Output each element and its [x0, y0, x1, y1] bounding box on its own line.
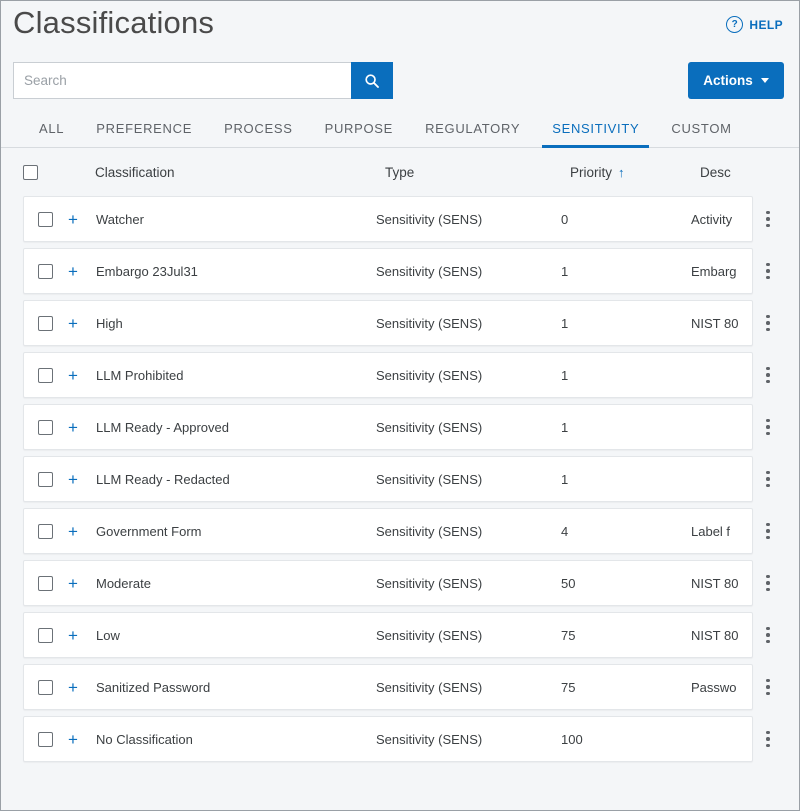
row-select-cell [24, 420, 68, 435]
row-classification: LLM Prohibited [96, 367, 184, 383]
row-priority: 75 [561, 679, 576, 695]
question-circle-icon: ? [726, 16, 743, 33]
row-menu-icon[interactable] [752, 197, 784, 241]
expand-row-icon[interactable]: + [68, 521, 78, 541]
tab-sensitivity[interactable]: SENSITIVITY [536, 109, 655, 147]
row-desc: Passwo [691, 679, 737, 695]
row-menu-icon[interactable] [752, 301, 784, 345]
row-desc: NIST 80 [691, 627, 739, 643]
row-classification: Moderate [96, 575, 151, 591]
expand-row-icon[interactable]: + [68, 573, 78, 593]
column-header-priority-label: Priority [570, 164, 613, 180]
expand-row-icon[interactable]: + [68, 625, 78, 645]
row-priority: 1 [561, 367, 569, 383]
table-row[interactable] [23, 300, 753, 346]
row-priority: 1 [561, 263, 569, 279]
row-type: Sensitivity (SENS) [376, 367, 483, 383]
row-classification: Sanitized Password [96, 679, 211, 695]
expand-row-icon[interactable]: + [68, 261, 78, 281]
row-type: Sensitivity (SENS) [376, 731, 483, 747]
tab-custom[interactable]: CUSTOM [671, 120, 732, 136]
column-header-classification[interactable]: Classification [95, 164, 175, 180]
select-all-cell [23, 165, 67, 180]
table-row[interactable] [23, 456, 753, 502]
row-priority: 50 [561, 575, 576, 591]
search-button[interactable] [351, 62, 393, 99]
row-type: Sensitivity (SENS) [376, 315, 483, 331]
row-menu-icon[interactable] [752, 353, 784, 397]
row-checkbox[interactable] [38, 576, 53, 591]
row-desc: Label f [691, 523, 731, 539]
row-select-cell [24, 212, 68, 227]
tab-purpose[interactable]: PURPOSE [324, 120, 394, 136]
table-row[interactable] [23, 716, 753, 762]
row-priority: 1 [561, 315, 569, 331]
row-menu-icon[interactable] [752, 665, 784, 709]
tab-regulatory[interactable]: REGULATORY [425, 120, 521, 136]
expand-row-icon[interactable]: + [68, 677, 78, 697]
row-classification: High [96, 315, 123, 331]
tab-preference[interactable]: PREFERENCE [96, 120, 193, 136]
actions-label: Actions [703, 73, 753, 88]
row-select-cell [24, 732, 68, 747]
table-row[interactable] [23, 560, 753, 606]
expand-row-icon[interactable]: + [68, 365, 78, 385]
table-row[interactable] [23, 352, 753, 398]
row-desc: Embarg [691, 263, 737, 279]
row-priority: 75 [561, 627, 576, 643]
table-row[interactable] [23, 196, 753, 242]
row-select-cell [24, 576, 68, 591]
column-header-desc[interactable]: Desc [700, 164, 731, 180]
column-header-type[interactable]: Type [385, 164, 415, 180]
row-classification: LLM Ready - Redacted [96, 471, 230, 487]
row-priority: 1 [561, 419, 569, 435]
row-priority: 1 [561, 471, 569, 487]
row-checkbox[interactable] [38, 420, 53, 435]
search-group [13, 62, 393, 99]
row-checkbox[interactable] [38, 264, 53, 279]
row-type: Sensitivity (SENS) [376, 627, 483, 643]
row-checkbox[interactable] [38, 368, 53, 383]
page-title: Classifications [13, 5, 215, 40]
row-type: Sensitivity (SENS) [376, 419, 483, 435]
row-checkbox[interactable] [38, 212, 53, 227]
table-row[interactable] [23, 508, 753, 554]
tab-process[interactable]: PROCESS [224, 120, 293, 136]
table-row[interactable] [23, 248, 753, 294]
row-checkbox[interactable] [38, 472, 53, 487]
row-classification: Government Form [96, 523, 202, 539]
row-checkbox[interactable] [38, 524, 53, 539]
row-priority: 4 [561, 523, 569, 539]
expand-row-icon[interactable]: + [68, 313, 78, 333]
help-label: HELP [749, 17, 783, 32]
row-select-cell [24, 680, 68, 695]
page-header [1, 1, 799, 57]
row-menu-icon[interactable] [752, 457, 784, 501]
row-select-cell [24, 628, 68, 643]
row-type: Sensitivity (SENS) [376, 575, 483, 591]
row-menu-icon[interactable] [752, 561, 784, 605]
toolbar [1, 57, 799, 109]
row-select-cell [24, 368, 68, 383]
row-checkbox[interactable] [38, 680, 53, 695]
sort-ascending-icon: ↑ [618, 164, 625, 180]
row-type: Sensitivity (SENS) [376, 679, 483, 695]
classifications-table [1, 148, 799, 770]
row-select-cell [24, 472, 68, 487]
table-header-row [1, 148, 799, 196]
table-row[interactable] [23, 612, 753, 658]
row-classification: LLM Ready - Approved [96, 419, 229, 435]
row-type: Sensitivity (SENS) [376, 523, 483, 539]
row-select-cell [24, 264, 68, 279]
table-body [1, 196, 799, 762]
expand-row-icon[interactable]: + [68, 209, 78, 229]
row-checkbox[interactable] [38, 316, 53, 331]
search-icon [364, 73, 380, 89]
row-checkbox[interactable] [38, 732, 53, 747]
column-header-priority[interactable] [570, 165, 700, 180]
row-menu-icon[interactable] [752, 509, 784, 553]
row-select-cell [24, 316, 68, 331]
row-classification: Embargo 23Jul31 [96, 263, 198, 279]
row-checkbox[interactable] [38, 628, 53, 643]
row-type: Sensitivity (SENS) [376, 471, 483, 487]
row-priority: 100 [561, 731, 583, 747]
row-classification: Low [96, 627, 120, 643]
row-classification: Watcher [96, 211, 144, 227]
help-link[interactable] [726, 16, 783, 33]
tab-all[interactable]: ALL [39, 120, 65, 136]
row-select-cell [24, 524, 68, 539]
table-row[interactable] [23, 664, 753, 710]
row-desc: NIST 80 [691, 315, 739, 331]
expand-row-icon[interactable]: + [68, 729, 78, 749]
row-desc: Activity [691, 211, 733, 227]
row-type: Sensitivity (SENS) [376, 263, 483, 279]
row-classification: No Classification [96, 731, 193, 747]
row-desc: NIST 80 [691, 575, 739, 591]
expand-row-icon[interactable]: + [68, 417, 78, 437]
select-all-checkbox[interactable] [23, 165, 38, 180]
table-row[interactable] [23, 404, 753, 450]
expand-row-icon[interactable]: + [68, 469, 78, 489]
search-input[interactable] [13, 62, 351, 99]
row-menu-icon[interactable] [752, 613, 784, 657]
row-type: Sensitivity (SENS) [376, 211, 483, 227]
row-menu-icon[interactable] [752, 717, 784, 761]
row-menu-icon[interactable] [752, 405, 784, 449]
tab-bar [1, 109, 799, 148]
chevron-down-icon [761, 78, 769, 83]
actions-button[interactable] [688, 62, 784, 99]
row-priority: 0 [561, 211, 569, 227]
row-menu-icon[interactable] [752, 249, 784, 293]
